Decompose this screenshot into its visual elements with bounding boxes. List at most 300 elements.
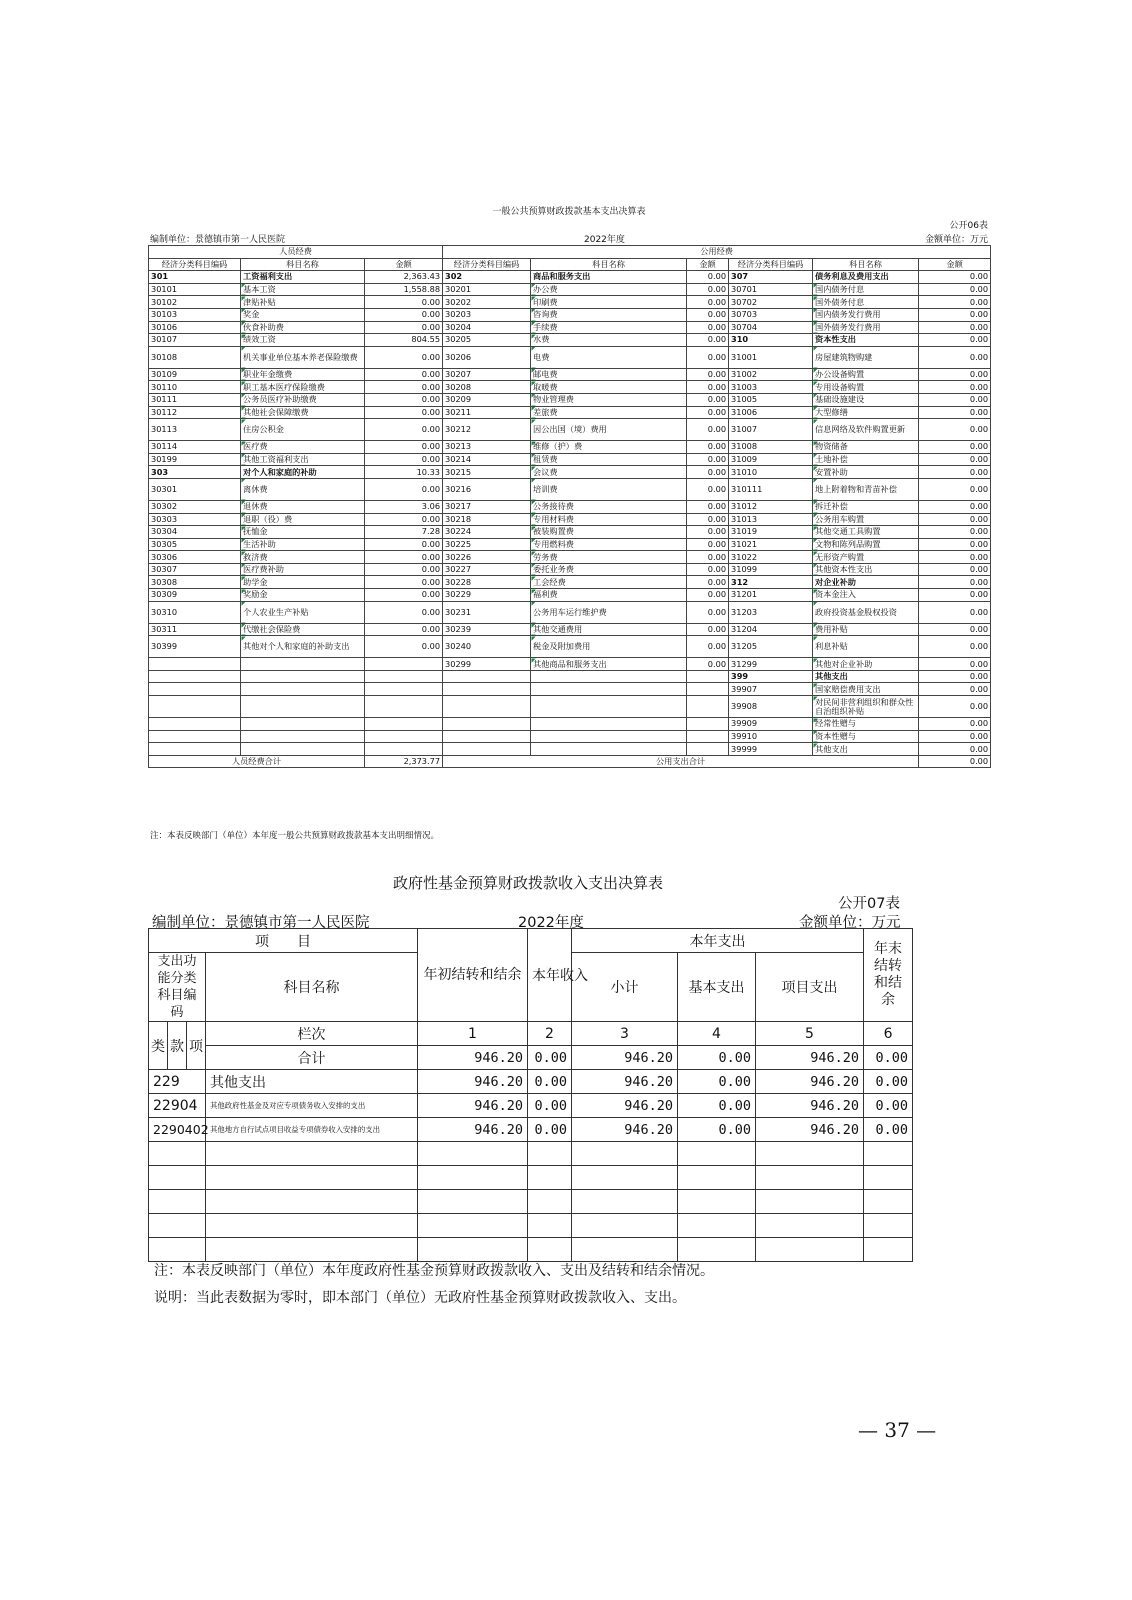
amount: 0.00 (687, 513, 729, 526)
econ-code: 30112 (149, 406, 241, 419)
subject-name: 其他资本性支出 (813, 563, 919, 576)
amount (365, 718, 443, 731)
basic-expenditure-table (148, 245, 991, 768)
amount: 0.00 (919, 368, 991, 381)
econ-code: 302 (443, 271, 531, 284)
econ-code (149, 658, 241, 671)
econ-code: 30203 (443, 308, 531, 321)
amount: 0.00 (365, 551, 443, 564)
col-num-3: 3 (572, 1022, 678, 1046)
total-value: 0.00 (864, 1046, 913, 1070)
subject-name: 取暖费 (531, 381, 687, 394)
subject-name (241, 743, 365, 756)
total-value: 0.00 (678, 1046, 756, 1070)
subject-name: 奖励金 (241, 589, 365, 602)
econ-code: 31003 (729, 381, 813, 394)
amount: 0.00 (687, 589, 729, 602)
amount: 0.00 (919, 576, 991, 589)
header-carry: 年初结转和结余 (418, 929, 528, 1022)
subject-name: 基本工资 (241, 283, 365, 296)
subject-name: 邮电费 (531, 368, 687, 381)
table-row (149, 368, 991, 381)
econ-code: 39910 (729, 730, 813, 743)
subject-name: 地上附着物和青苗补偿 (813, 478, 919, 500)
subject-name (531, 696, 687, 718)
table-row (149, 513, 991, 526)
col-num-5: 5 (756, 1022, 864, 1046)
table-row (149, 683, 991, 696)
amount: 0.00 (919, 538, 991, 551)
amount: 0.00 (919, 526, 991, 539)
amount: 0.00 (919, 658, 991, 671)
subject-name: 退职（役）费 (241, 513, 365, 526)
row-code: 22904 (149, 1094, 206, 1118)
amount: 0.00 (919, 453, 991, 466)
col-amount: 金额 (687, 258, 729, 271)
amount: 0.00 (687, 334, 729, 347)
amount (365, 683, 443, 696)
subject-name: 租赁费 (531, 453, 687, 466)
subject-name: 会议费 (531, 466, 687, 479)
header-expense: 本年支出 (572, 929, 864, 953)
subject-name: 因公出国（境）费用 (531, 419, 687, 441)
amount (365, 730, 443, 743)
table-row (149, 1118, 913, 1142)
econ-code: 30214 (443, 453, 531, 466)
amount: 0.00 (919, 623, 991, 636)
subject-name: 代缴社会保险费 (241, 623, 365, 636)
row-name: 其他政府性基金及对应专项债务收入安排的支出 (206, 1094, 418, 1118)
subject-name: 其他支出 (813, 743, 919, 756)
row-name: 其他地方自行试点项目收益专项债券收入安排的支出 (206, 1118, 418, 1142)
table-row (149, 283, 991, 296)
row-value: 0.00 (678, 1118, 756, 1142)
amount (687, 743, 729, 756)
amount: 0.00 (365, 623, 443, 636)
econ-code (149, 730, 241, 743)
amount: 0.00 (919, 500, 991, 513)
amount: 0.00 (919, 296, 991, 309)
header-func-code: 支出功能分类科目编码 (149, 953, 206, 1022)
amount: 2,363.43 (365, 271, 443, 284)
econ-code (443, 683, 531, 696)
subject-name: 房屋建筑物购建 (813, 346, 919, 368)
subject-name: 国外债务发行费用 (813, 321, 919, 334)
total-label: 合计 (206, 1046, 418, 1070)
col-num-4: 4 (678, 1022, 756, 1046)
amount: 0.00 (687, 500, 729, 513)
table-row (149, 381, 991, 394)
econ-code: 30701 (729, 283, 813, 296)
econ-code: 30399 (149, 636, 241, 658)
row-code: 229 (149, 1070, 206, 1094)
econ-code: 307 (729, 271, 813, 284)
row-name: 其他支出 (206, 1070, 418, 1094)
subject-name: 商品和服务支出 (531, 271, 687, 284)
subject-name: 委托业务费 (531, 563, 687, 576)
econ-code: 30225 (443, 538, 531, 551)
econ-code: 30102 (149, 296, 241, 309)
row-value: 946.20 (756, 1118, 864, 1142)
econ-code (443, 718, 531, 731)
amount: 10.33 (365, 466, 443, 479)
amount: 0.00 (365, 419, 443, 441)
econ-code: 30205 (443, 334, 531, 347)
subject-name: 公务用车运行维护费 (531, 601, 687, 623)
table-row (149, 589, 991, 602)
econ-code: 30304 (149, 526, 241, 539)
econ-code (149, 743, 241, 756)
econ-code: 30206 (443, 346, 531, 368)
amount: 0.00 (687, 271, 729, 284)
subject-name: 差旅费 (531, 406, 687, 419)
table-row (149, 296, 991, 309)
table-row (149, 526, 991, 539)
econ-code: 30217 (443, 500, 531, 513)
subject-name: 国外债务付息 (813, 296, 919, 309)
table-row (149, 406, 991, 419)
col-name: 科目名称 (813, 258, 919, 271)
amount: 0.00 (365, 368, 443, 381)
amount: 0.00 (919, 441, 991, 454)
econ-code: 30101 (149, 283, 241, 296)
amount: 804.55 (365, 334, 443, 347)
amount: 0.00 (919, 718, 991, 731)
subject-name (241, 683, 365, 696)
amount: 0.00 (687, 283, 729, 296)
econ-code: 30208 (443, 381, 531, 394)
subject-name: 助学金 (241, 576, 365, 589)
table-row (149, 538, 991, 551)
econ-code: 30704 (729, 321, 813, 334)
subject-name: 资本性支出 (813, 334, 919, 347)
econ-code: 30211 (443, 406, 531, 419)
subject-name: 咨询费 (531, 308, 687, 321)
amount (687, 683, 729, 696)
amount: 0.00 (919, 551, 991, 564)
subject-name (531, 670, 687, 683)
econ-code: 30107 (149, 334, 241, 347)
subject-name: 办公设备购置 (813, 368, 919, 381)
econ-code (149, 696, 241, 718)
subject-name (531, 730, 687, 743)
amount: 0.00 (919, 670, 991, 683)
empty-row (149, 1166, 913, 1190)
subject-name: 资本性赠与 (813, 730, 919, 743)
econ-code: 30302 (149, 500, 241, 513)
subject-name: 其他对个人和家庭的补助支出 (241, 636, 365, 658)
econ-code: 30299 (443, 658, 531, 671)
page-number: — 37 — (858, 1418, 937, 1442)
econ-code: 31005 (729, 393, 813, 406)
subject-name: 公务接待费 (531, 500, 687, 513)
amount (687, 670, 729, 683)
subject-name: 其他交通工具购置 (813, 526, 919, 539)
subject-name: 对企业补助 (813, 576, 919, 589)
public-total-label: 公用支出合计 (443, 755, 919, 768)
subject-name: 政府投资基金股权投资 (813, 601, 919, 623)
subject-name: 费用补贴 (813, 623, 919, 636)
amount: 0.00 (919, 466, 991, 479)
table-row (149, 696, 991, 718)
amount: 0.00 (919, 563, 991, 576)
amount: 0.00 (919, 513, 991, 526)
subject-name: 物业管理费 (531, 393, 687, 406)
subject-name: 专用燃料费 (531, 538, 687, 551)
econ-code: 30215 (443, 466, 531, 479)
econ-code: 30216 (443, 478, 531, 500)
econ-code: 30201 (443, 283, 531, 296)
amount: 0.00 (365, 381, 443, 394)
subject-name: 无形资产购置 (813, 551, 919, 564)
subject-name: 信息网络及软件购置更新 (813, 419, 919, 441)
amount: 0.00 (365, 601, 443, 623)
amount: 0.00 (687, 368, 729, 381)
amount: 0.00 (687, 636, 729, 658)
table-row (149, 636, 991, 658)
subject-name: 其他商品和服务支出 (531, 658, 687, 671)
empty-row (149, 1214, 913, 1238)
table-row (149, 601, 991, 623)
amount (687, 718, 729, 731)
table-row (149, 441, 991, 454)
econ-code: 30240 (443, 636, 531, 658)
amount: 0.00 (365, 563, 443, 576)
amount: 0.00 (687, 346, 729, 368)
amount: 0.00 (919, 321, 991, 334)
subject-name (531, 718, 687, 731)
table-row (149, 576, 991, 589)
header-lanci: 栏次 (206, 1022, 418, 1046)
subject-name: 工资福利支出 (241, 271, 365, 284)
subject-name (241, 670, 365, 683)
amount: 0.00 (919, 271, 991, 284)
amount: 0.00 (919, 730, 991, 743)
subject-name: 对民间非营利组织和群众性自治组织补贴 (813, 696, 919, 718)
econ-code: 31009 (729, 453, 813, 466)
row-value: 946.20 (756, 1094, 864, 1118)
gov-fund-sheet (148, 866, 963, 1328)
table2-note: 注：本表反映部门（单位）本年度政府性基金预算财政拨款收入、支出及结转和结余情况。 (154, 1263, 714, 1279)
table2-explanation: 说明：当此表数据为零时，即本部门（单位）无政府性基金预算财政拨款收入、支出。 (154, 1290, 686, 1306)
col-code: 经济分类科目编码 (149, 258, 241, 271)
amount: 0.00 (365, 513, 443, 526)
subject-name: 伙食补助费 (241, 321, 365, 334)
amount (365, 696, 443, 718)
table-row (149, 670, 991, 683)
subject-name: 绩效工资 (241, 334, 365, 347)
table-row (149, 393, 991, 406)
header-subject-name: 科目名称 (206, 953, 418, 1022)
amount: 0.00 (687, 296, 729, 309)
amount: 0.00 (687, 623, 729, 636)
table-row (149, 743, 991, 756)
table2-year: 2022年度 (518, 915, 584, 931)
empty-row (149, 1142, 913, 1166)
col-code: 经济分类科目编码 (443, 258, 531, 271)
econ-code: 30227 (443, 563, 531, 576)
amount (365, 743, 443, 756)
subject-name: 其他交通费用 (531, 623, 687, 636)
econ-code: 31001 (729, 346, 813, 368)
table2-money-unit: 金额单位：万元 (799, 915, 901, 931)
amount: 0.00 (365, 393, 443, 406)
subject-name: 离休费 (241, 478, 365, 500)
table1-body (149, 271, 991, 756)
amount: 0.00 (365, 636, 443, 658)
subject-name: 债务利息及费用支出 (813, 271, 919, 284)
econ-code: 31099 (729, 563, 813, 576)
row-value: 946.20 (572, 1070, 678, 1094)
econ-code: 31013 (729, 513, 813, 526)
table-row (149, 730, 991, 743)
econ-code: 31002 (729, 368, 813, 381)
econ-code: 31201 (729, 589, 813, 602)
amount: 0.00 (365, 308, 443, 321)
amount: 0.00 (365, 406, 443, 419)
econ-code: 31204 (729, 623, 813, 636)
subject-name: 维修（护）费 (531, 441, 687, 454)
econ-code: 30702 (729, 296, 813, 309)
header-project: 项目支出 (756, 953, 864, 1022)
amount: 0.00 (687, 576, 729, 589)
amount: 0.00 (365, 296, 443, 309)
econ-code: 30110 (149, 381, 241, 394)
table1-code: 公开06表 (949, 221, 988, 231)
econ-code (149, 718, 241, 731)
row-value: 946.20 (572, 1094, 678, 1118)
econ-code: 30218 (443, 513, 531, 526)
table1-money-unit: 金额单位：万元 (924, 235, 988, 245)
subject-name: 职业年金缴费 (241, 368, 365, 381)
amount: 0.00 (687, 453, 729, 466)
subject-name (531, 743, 687, 756)
amount: 3.06 (365, 500, 443, 513)
header-kuan: 款 (168, 1022, 187, 1070)
amount: 7.28 (365, 526, 443, 539)
subject-name: 其他支出 (813, 670, 919, 683)
table2-code: 公开07表 (838, 896, 900, 912)
col-amount: 金额 (919, 258, 991, 271)
amount: 0.00 (919, 696, 991, 718)
econ-code: 31006 (729, 406, 813, 419)
subject-name: 工会经费 (531, 576, 687, 589)
econ-code: 39999 (729, 743, 813, 756)
econ-code: 30311 (149, 623, 241, 636)
subject-name: 生活补助 (241, 538, 365, 551)
row-value: 0.00 (864, 1118, 913, 1142)
table-row (149, 1094, 913, 1118)
subject-name: 经常性赠与 (813, 718, 919, 731)
subject-name: 住房公积金 (241, 419, 365, 441)
subject-name: 手续费 (531, 321, 687, 334)
subject-name: 其他对企业补助 (813, 658, 919, 671)
table-row (149, 551, 991, 564)
row-code: 2290402 (149, 1118, 206, 1142)
subject-name: 劳务费 (531, 551, 687, 564)
header-lei: 类 (149, 1022, 168, 1070)
amount: 0.00 (919, 406, 991, 419)
col-name: 科目名称 (241, 258, 365, 271)
subject-name (241, 730, 365, 743)
subject-name: 大型修缮 (813, 406, 919, 419)
table-row (149, 718, 991, 731)
amount (365, 658, 443, 671)
empty-row (149, 1190, 913, 1214)
econ-code: 30108 (149, 346, 241, 368)
total-value: 946.20 (572, 1046, 678, 1070)
amount: 0.00 (687, 466, 729, 479)
econ-code: 310 (729, 334, 813, 347)
row-value: 946.20 (418, 1070, 528, 1094)
amount: 0.00 (687, 538, 729, 551)
econ-code (443, 696, 531, 718)
amount: 0.00 (919, 283, 991, 296)
subject-name: 培训费 (531, 478, 687, 500)
amount: 0.00 (687, 308, 729, 321)
amount: 0.00 (365, 478, 443, 500)
amount: 0.00 (919, 419, 991, 441)
header-basic: 基本支出 (678, 953, 756, 1022)
header-item: 项 目 (149, 929, 418, 953)
amount: 0.00 (687, 526, 729, 539)
econ-code: 310111 (729, 478, 813, 500)
amount (687, 696, 729, 718)
econ-code: 30228 (443, 576, 531, 589)
econ-code: 30308 (149, 576, 241, 589)
table-row (149, 623, 991, 636)
econ-code: 30307 (149, 563, 241, 576)
econ-code: 30113 (149, 419, 241, 441)
subject-name: 对个人和家庭的补助 (241, 466, 365, 479)
row-value: 0.00 (678, 1070, 756, 1094)
col-num-2: 2 (528, 1022, 572, 1046)
row-value: 946.20 (418, 1094, 528, 1118)
amount: 0.00 (919, 393, 991, 406)
econ-code: 30229 (443, 589, 531, 602)
econ-code: 39909 (729, 718, 813, 731)
econ-code: 31012 (729, 500, 813, 513)
amount: 0.00 (687, 551, 729, 564)
amount: 0.00 (365, 321, 443, 334)
amount (687, 730, 729, 743)
subject-name: 机关事业单位基本养老保险缴费 (241, 346, 365, 368)
table1-year: 2022年度 (584, 235, 625, 245)
amount: 0.00 (919, 601, 991, 623)
econ-code: 30114 (149, 441, 241, 454)
table-row (149, 658, 991, 671)
row-value: 946.20 (756, 1070, 864, 1094)
amount: 0.00 (687, 321, 729, 334)
header-end-balance: 年末结转和结余 (864, 929, 913, 1022)
subject-name (241, 696, 365, 718)
subject-name: 专用材料费 (531, 513, 687, 526)
basic-expenditure-sheet (148, 203, 1010, 863)
table-row (149, 453, 991, 466)
econ-code (149, 670, 241, 683)
econ-code: 30111 (149, 393, 241, 406)
amount: 0.00 (919, 334, 991, 347)
row-value: 0.00 (678, 1094, 756, 1118)
row-value: 0.00 (528, 1070, 572, 1094)
row-value: 0.00 (864, 1070, 913, 1094)
econ-code: 30306 (149, 551, 241, 564)
econ-code: 301 (149, 271, 241, 284)
amount: 0.00 (919, 381, 991, 394)
gov-fund-table (148, 928, 913, 1262)
econ-code: 30239 (443, 623, 531, 636)
amount: 0.00 (919, 683, 991, 696)
